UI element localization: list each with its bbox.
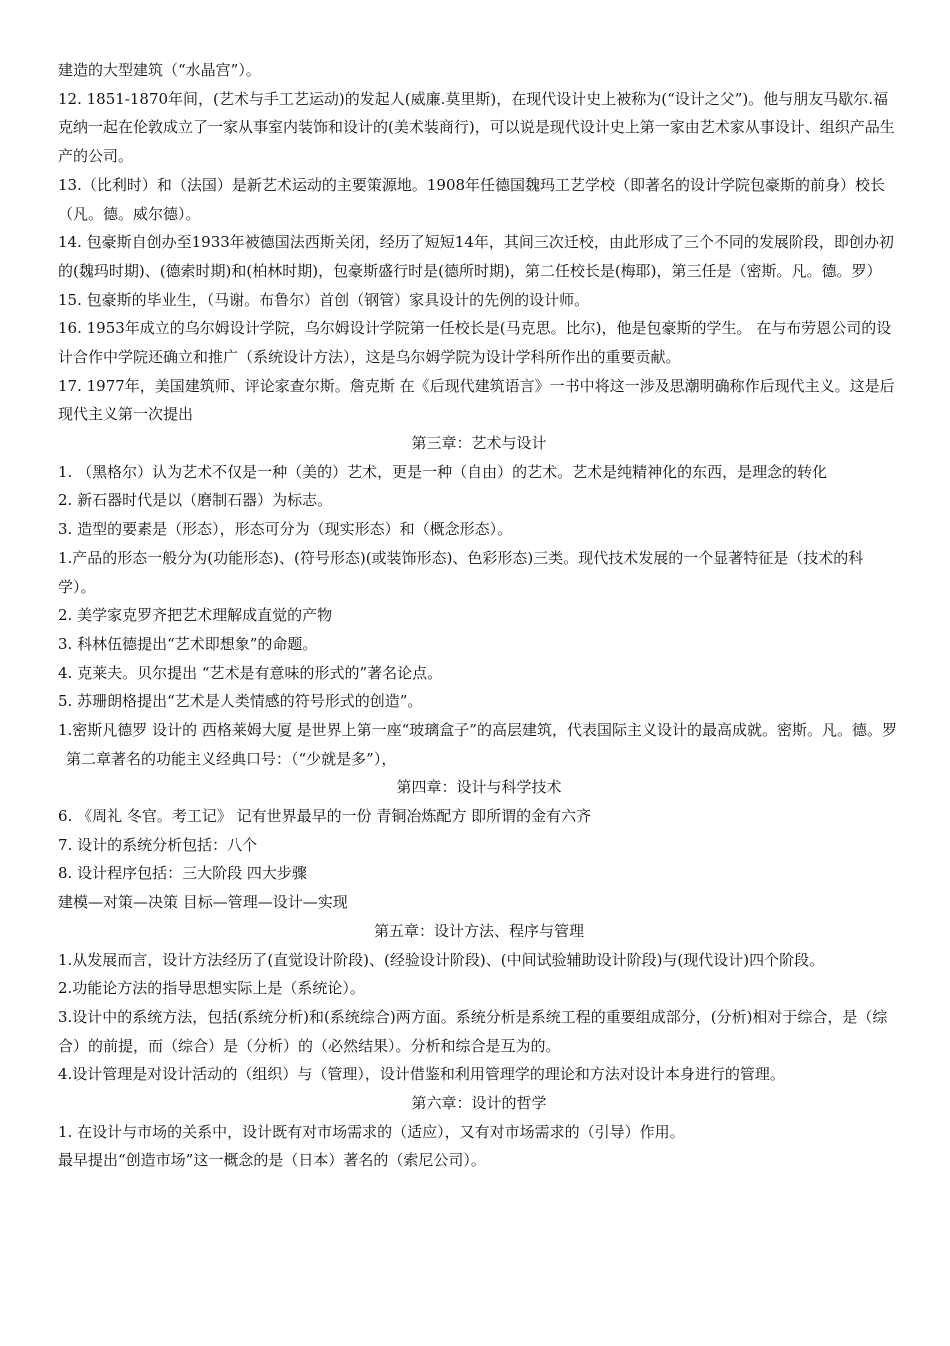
paragraph-item-13: 13.（比利时）和（法国）是新艺术运动的主要策源地。1908年任德国魏玛工艺学校（即著名的设计学院包豪斯的前身）校长（凡。德。威尔德）。 — [58, 175, 886, 223]
list-item: 1.产品的形态一般分为(功能形态)、(符号形态)(或装饰形态)、色彩形态)三类。现代技术发展的一个显著特征是（技术的科学）。 — [58, 548, 864, 596]
chapter-heading-6: 第六章：设计的哲学 — [411, 1094, 547, 1113]
list-item: 1. 在设计与市场的关系中，设计既有对市场需求的（适应），又有对市场需求的（引导）作用。 — [58, 1122, 685, 1141]
text-line: 建模—对策—决策 目标—管理—设计—实现 — [58, 893, 348, 912]
text-line: 最早提出“创造市场”这一概念的是（日本）著名的（索尼公司）。 — [58, 1151, 486, 1170]
list-item: 1.密斯凡德罗 设计的 西格莱姆大厦 是世界上第一座“玻璃盒子”的高层建筑，代表国际主义设计的最高成就。密斯。凡。德。罗 — [58, 721, 897, 740]
list-item: 3.设计中的系统方法，包括(系统分析)和(系统综合)两方面。系统分析是系统工程的重要组成部分，(分析)相对于综合，是（综合）的前提，而（综合）是（分析）的（必然结果）。分析和综合是互为的。 — [58, 1007, 888, 1055]
paragraph-item-17: 17. 1977年，美国建筑师、评论家查尔斯。詹克斯 在《后现代建筑语言》一书中将这一涉及思潮明确称作后现代主义。这是后现代主义第一次提出 — [58, 376, 895, 424]
list-item: 4. 克莱夫。贝尔提出 “艺术是有意味的形式的”著名论点。 — [58, 663, 443, 682]
list-item: 1.从发展而言，设计方法经历了(直觉设计阶段)、(经验设计阶段)、(中间试验辅助设计阶段)与(现代设计)四个阶段。 — [58, 950, 825, 969]
list-item: 5. 苏珊朗格提出“艺术是人类情感的符号形式的创造”。 — [58, 692, 423, 711]
paragraph-item-15: 15. 包豪斯的毕业生，（马谢。布鲁尔）首创（钢管）家具设计的先例的设计师。 — [58, 290, 590, 309]
list-item: 4.设计管理是对设计活动的（组织）与（管理），设计借鉴和利用管理学的理论和方法对设计本身进行的管理。 — [58, 1065, 785, 1084]
chapter-heading-4: 第四章：设计与科学技术 — [396, 778, 562, 797]
paragraph-item-14: 14. 包豪斯自创办至1933年被德国法西斯关闭，经历了短短14年，其间三次迁校，由此形成了三个不同的发展阶段，即创办初的(魏玛时期)、(德索时期)和(柏林时期)，包豪斯盛行时是(德所时期)，第二任校长是(梅耶)，第三任是（密斯。凡。德。罗） — [58, 233, 894, 280]
list-item: 3. 科林伍德提出“艺术即想象”的命题。 — [58, 634, 318, 653]
list-item: 2. 美学家克罗齐把艺术理解成直觉的产物 — [58, 606, 333, 625]
list-item: 6. 《周礼 冬官。考工记》 记有世界最早的一份 青铜冶炼配方 即所谓的金有六齐 — [58, 807, 592, 826]
document-page — [58, 56, 900, 1175]
list-item: 7. 设计的系统分析包括：八个 — [58, 835, 258, 854]
list-item: 8. 设计程序包括：三大阶段 四大步骤 — [58, 864, 307, 883]
list-item: 3. 造型的要素是（形态），形态可分为（现实形态）和（概念形态）。 — [58, 520, 513, 539]
slogan-line: 第二章著名的功能主义经典口号：（“少就是多”）， — [66, 749, 397, 768]
list-item: 1. （黑格尔）认为艺术不仅是一种（美的）艺术，更是一种（自由）的艺术。艺术是纯精神化的东西，是理念的转化 — [58, 462, 828, 481]
list-item: 2.功能论方法的指导思想实际上是（系统论）。 — [58, 979, 365, 998]
paragraph-item-16: 16. 1953年成立的乌尔姆设计学院，乌尔姆设计学院第一任校长是(马克思。比尔)，他是包豪斯的学生。 在与布劳恩公司的设计合作中学院还确立和推广（系统设计方法），这是乌尔姆学院为设计学科所作出的重要贡献。 — [58, 319, 892, 366]
chapter-heading-3: 第三章：艺术与设计 — [411, 434, 547, 453]
chapter-heading-5: 第五章：设计方法、程序与管理 — [373, 921, 584, 940]
list-item: 2. 新石器时代是以（磨制石器）为标志。 — [58, 491, 333, 510]
paragraph-item-12: 12. 1851-1870年间，(艺术与手工艺运动)的发起人(威廉.莫里斯)，在现代设计史上被称为(“设计之父”)。他与朋友马歇尔.福克纳一起在伦敦成立了一家从事室内装饰和设计的(美术装商行)，可以说是现代设计史上第一家由艺术家从事设计、组织产品生产的公司。 — [58, 89, 895, 166]
text-line: 建造的大型建筑（“水晶宫”）。 — [58, 61, 261, 79]
